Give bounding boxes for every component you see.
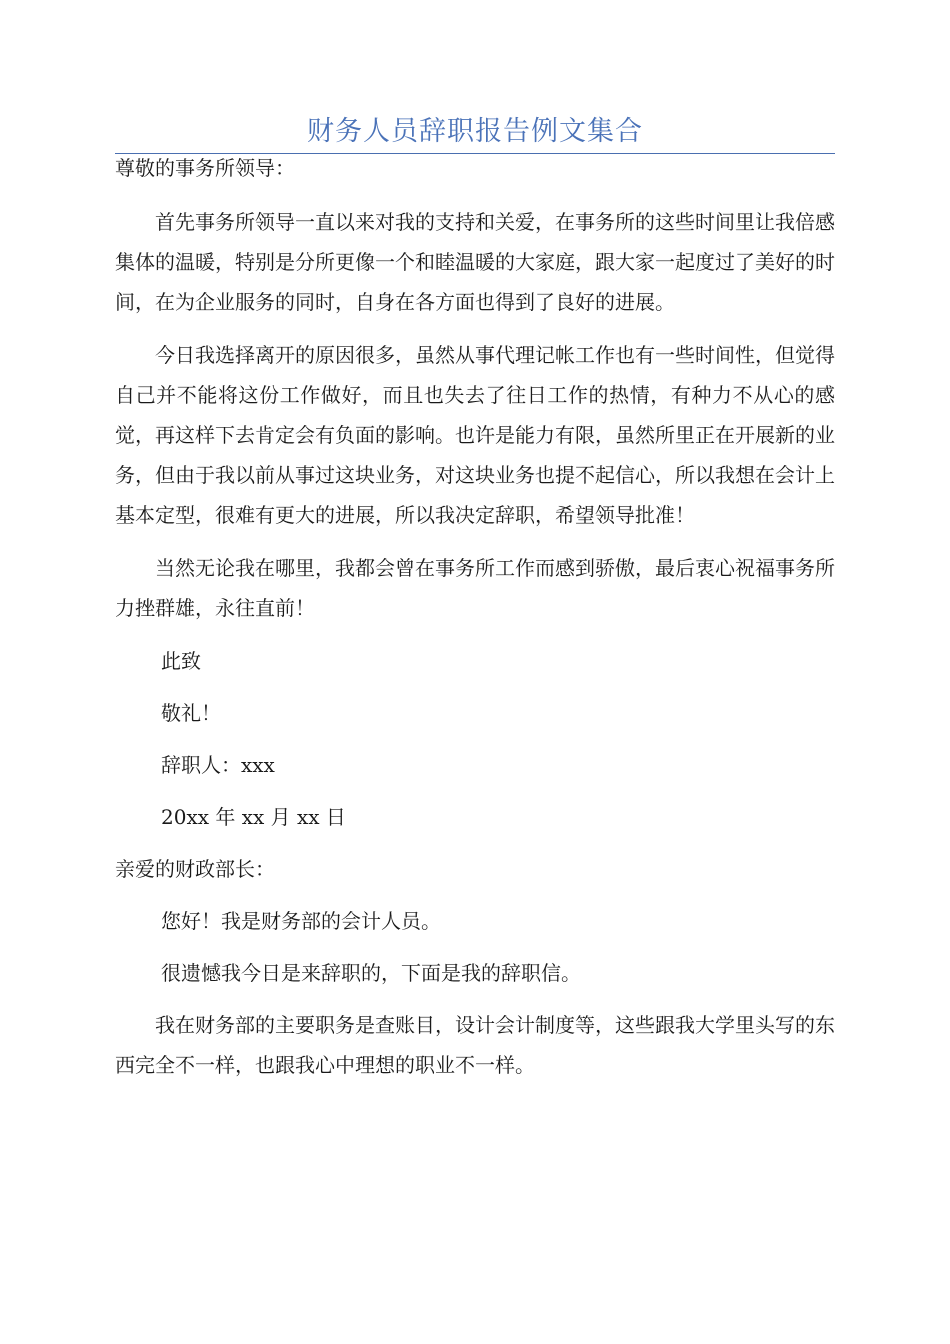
letter2-intro: 很遗憾我今日是来辞职的，下面是我的辞职信。 <box>161 961 581 985</box>
letter1-closing-2: 敬礼！ <box>161 701 221 725</box>
letter1-paragraph: 今日我选择离开的原因很多，虽然从事代理记帐工作也有一些时间性，但觉得自己并不能将这份工作做好，而且也失去了往日工作的热情，有种力不从心的感觉，再这样下去肯定会有负面的影响。也许是能力有限，虽然所里正在开展新的业务，但由于我以前从事过这块业务，对这块业务也提不起信心，所以我想在会计上基本定型，很难有更大的进展，所以我决定辞职，希望领导批准！ <box>115 343 835 527</box>
document-title: 财务人员辞职报告例文集合 <box>307 116 643 147</box>
letter1-salutation: 尊敬的事务所领导： <box>115 156 295 180</box>
letter2-salutation: 亲爱的财政部长： <box>115 857 275 881</box>
letter2-greeting: 您好！我是财务部的会计人员。 <box>161 909 441 933</box>
document-body <box>115 146 835 1098</box>
letter1-signer: 辞职人：xxx <box>161 753 275 777</box>
letter1-date: 20xx 年 xx 月 xx 日 <box>161 805 346 829</box>
letter2-paragraph: 我在财务部的主要职务是查账目，设计会计制度等，这些跟我大学里头写的东西完全不一样，也跟我心中理想的职业不一样。 <box>115 1013 835 1077</box>
letter1-paragraph: 当然无论我在哪里，我都会曾在事务所工作而感到骄傲，最后衷心祝福事务所力挫群雄，永往直前！ <box>115 556 835 620</box>
letter1-closing-1: 此致 <box>161 649 201 673</box>
letter1-paragraph: 首先事务所领导一直以来对我的支持和关爱，在事务所的这些时间里让我倍感集体的温暖，特别是分所更像一个和睦温暖的大家庭，跟大家一起度过了美好的时间，在为企业服务的同时，自身在各方面也得到了良好的进展。 <box>115 210 835 314</box>
